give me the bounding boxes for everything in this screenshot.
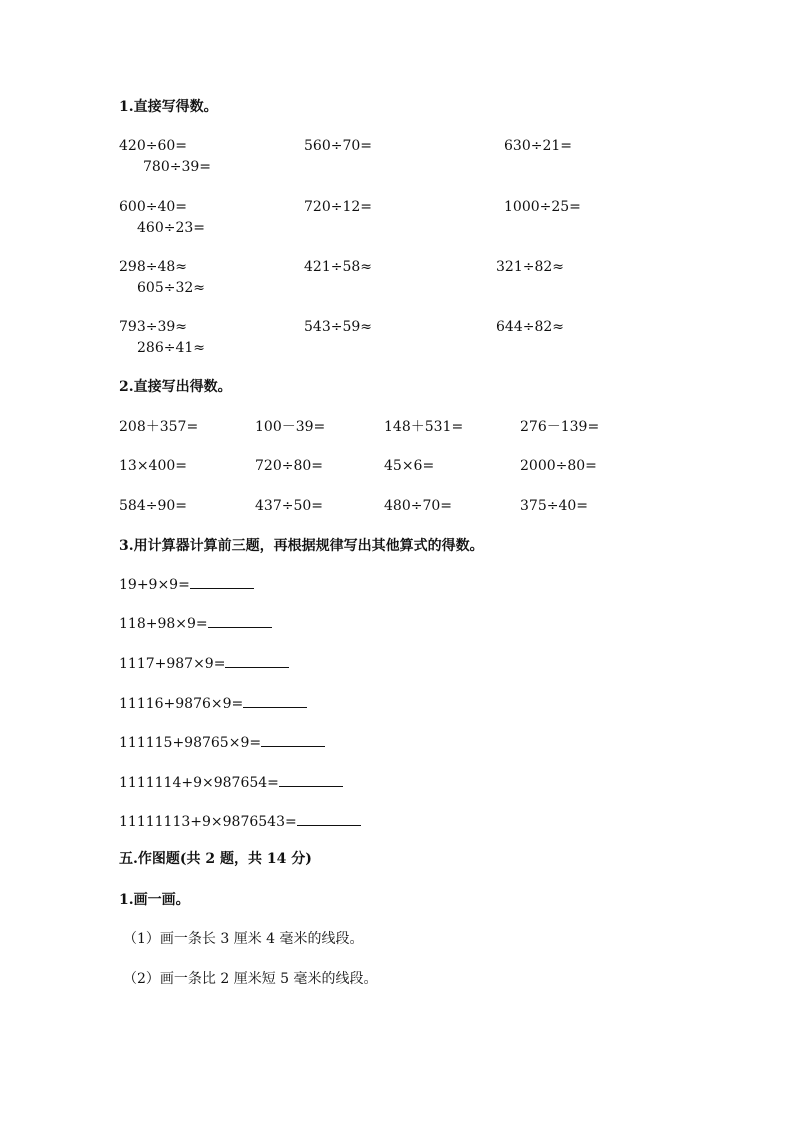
section3-item bbox=[119, 697, 307, 711]
section3-item bbox=[119, 657, 289, 671]
section3-item bbox=[119, 736, 325, 750]
section2-problem: 148＋531= bbox=[384, 419, 464, 435]
section2-problem: 45×6= bbox=[384, 458, 435, 474]
section1-problem: 720÷12= bbox=[304, 199, 372, 215]
section1-problem: 780÷39= bbox=[143, 159, 211, 175]
section1-problem: 286÷41≈ bbox=[137, 340, 205, 356]
section1-problem: 630÷21= bbox=[504, 138, 572, 154]
section2-problem: 720÷80= bbox=[255, 458, 323, 474]
section3-expression: 11111113+9×9876543= bbox=[119, 814, 297, 830]
section1-problem: 600÷40= bbox=[119, 199, 187, 215]
section1-problem: 560÷70= bbox=[304, 138, 372, 154]
section1-problem: 644÷82≈ bbox=[496, 319, 564, 335]
section1-problem: 543÷59≈ bbox=[304, 319, 372, 335]
answer-blank[interactable] bbox=[225, 667, 289, 668]
section3-expression: 1117+987×9= bbox=[119, 656, 226, 672]
section2-problem: 437÷50= bbox=[255, 498, 323, 514]
section1-problem: 420÷60= bbox=[119, 138, 187, 154]
section2-problem: 13×400= bbox=[119, 458, 187, 474]
section3-item bbox=[119, 578, 254, 592]
section1-problem: 605÷32≈ bbox=[137, 280, 205, 296]
section3-expression: 111115+98765×9= bbox=[119, 735, 262, 751]
section3-item bbox=[119, 617, 272, 631]
section3-expression: 1111114+9×987654= bbox=[119, 775, 279, 791]
section2-problem: 375÷40= bbox=[520, 498, 588, 514]
section3-item bbox=[119, 815, 361, 829]
drawing-task: （1）画一条长 3 厘米 4 毫米的线段。 bbox=[123, 931, 364, 947]
section3-heading: 3.用计算器计算前三题，再根据规律写出其他算式的得数。 bbox=[119, 538, 484, 554]
section2-problem: 276－139= bbox=[520, 419, 600, 435]
section1-problem: 298÷48≈ bbox=[119, 259, 187, 275]
section5-q1-heading: 1.画一画。 bbox=[119, 892, 190, 908]
section1-problem: 321÷82≈ bbox=[496, 259, 564, 275]
section1-problem: 460÷23= bbox=[137, 220, 205, 236]
section2-problem: 480÷70= bbox=[384, 498, 452, 514]
answer-blank[interactable] bbox=[208, 627, 272, 628]
section3-expression: 11116+9876×9= bbox=[119, 696, 244, 712]
section1-problem: 793÷39≈ bbox=[119, 319, 187, 335]
answer-blank[interactable] bbox=[297, 825, 361, 826]
section2-heading: 2.直接写出得数。 bbox=[119, 379, 232, 395]
section3-item bbox=[119, 776, 343, 790]
answer-blank[interactable] bbox=[261, 746, 325, 747]
section2-problem: 100－39= bbox=[255, 419, 326, 435]
section2-problem: 2000÷80= bbox=[520, 458, 597, 474]
answer-blank[interactable] bbox=[243, 707, 307, 708]
section2-problem: 584÷90= bbox=[119, 498, 187, 514]
answer-blank[interactable] bbox=[190, 588, 254, 589]
answer-blank[interactable] bbox=[279, 786, 343, 787]
section1-problem: 1000÷25= bbox=[504, 199, 581, 215]
section2-problem: 208＋357= bbox=[119, 419, 199, 435]
section5-heading: 五.作图题(共 2 题，共 14 分) bbox=[119, 851, 312, 867]
section1-heading: 1.直接写得数。 bbox=[119, 99, 218, 115]
drawing-task: （2）画一条比 2 厘米短 5 毫米的线段。 bbox=[123, 971, 378, 987]
section3-expression: 118+98×9= bbox=[119, 616, 208, 632]
section1-problem: 421÷58≈ bbox=[304, 259, 372, 275]
section3-expression: 19+9×9= bbox=[119, 577, 190, 593]
